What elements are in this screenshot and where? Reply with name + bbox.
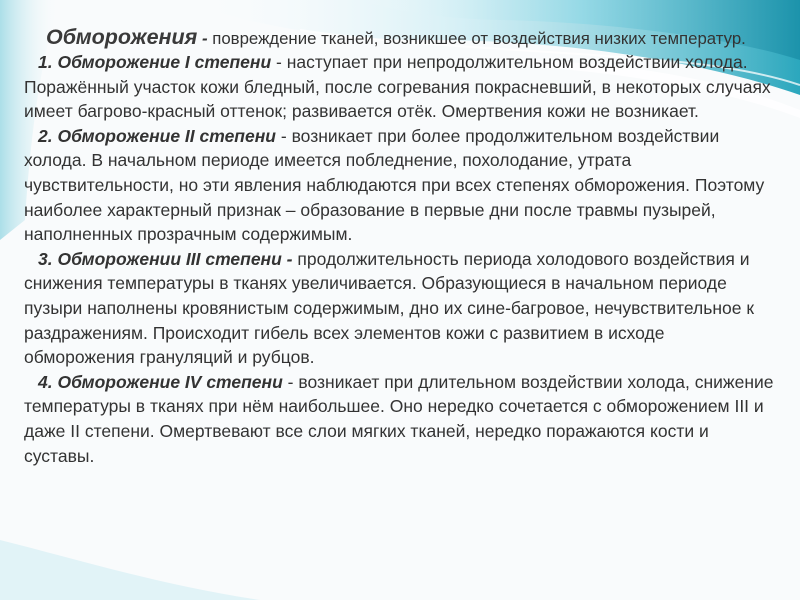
degree-heading-2: 2. Обморожение II степени: [38, 125, 276, 146]
degree-heading-3: 3. Обморожении III степени -: [38, 248, 293, 269]
intro-paragraph: [24, 26, 774, 50]
degree-text-3: продолжительность периода холодового воздействия и снижения температуры в тканях увеличивается. Образующиеся в начальном периоде пузыри наполнены кровянистым содержимым, дно их сине-багровое, нечувствительное к раздражениям. Происходит гибель всех элементов кожи с развитием в исходе обморожения грануляций и рубцов.: [24, 248, 754, 368]
degree-separator-4: -: [282, 371, 299, 392]
degree-text-4: возникает при длительном воздействии холода, снижение температуры в тканях при нём наибольшее. Оно нередко сочетается с обморожением III и даже II степени. Омертвевают все слои мягких тканей, нередко поражаются кости и суставы.: [24, 371, 774, 466]
title-separator: -: [197, 29, 213, 48]
degree-separator-2: -: [276, 125, 292, 146]
degree-text-1: наступает при непродолжительном воздействии холода. Поражённый участок кожи бледный, после согревания покрасневший, в некоторых случаях имеет багрово-красный оттенок; развивается отёк. Омертвения кожи не возникает.: [24, 52, 771, 122]
degree-separator-1: -: [271, 52, 287, 72]
degree-paragraph-1: [24, 50, 774, 124]
degree-heading-4: 4. Обморожение IV степени: [38, 371, 283, 392]
slide-content: [24, 26, 774, 468]
degree-text-2: возникает при более продолжительном воздействии холода. В начальном периоде имеется побледнение, похолодание, утрата чувствительности, но эти явления наблюдаются при всех степенях обморожения. Поэтому наиболее характерный признак – образование в первые дни после травмы пузырей, наполненных прозрачным содержимым.: [24, 125, 765, 245]
degree-paragraph-4: [24, 370, 774, 468]
degree-heading-1: 1. Обморожение I степени: [38, 52, 272, 72]
degree-paragraph-3: [24, 247, 774, 370]
title-definition: повреждение тканей, возникшее от воздействия низких температур.: [212, 29, 746, 48]
degree-paragraph-2: [24, 124, 774, 247]
page-title: Обморожения: [46, 25, 198, 49]
